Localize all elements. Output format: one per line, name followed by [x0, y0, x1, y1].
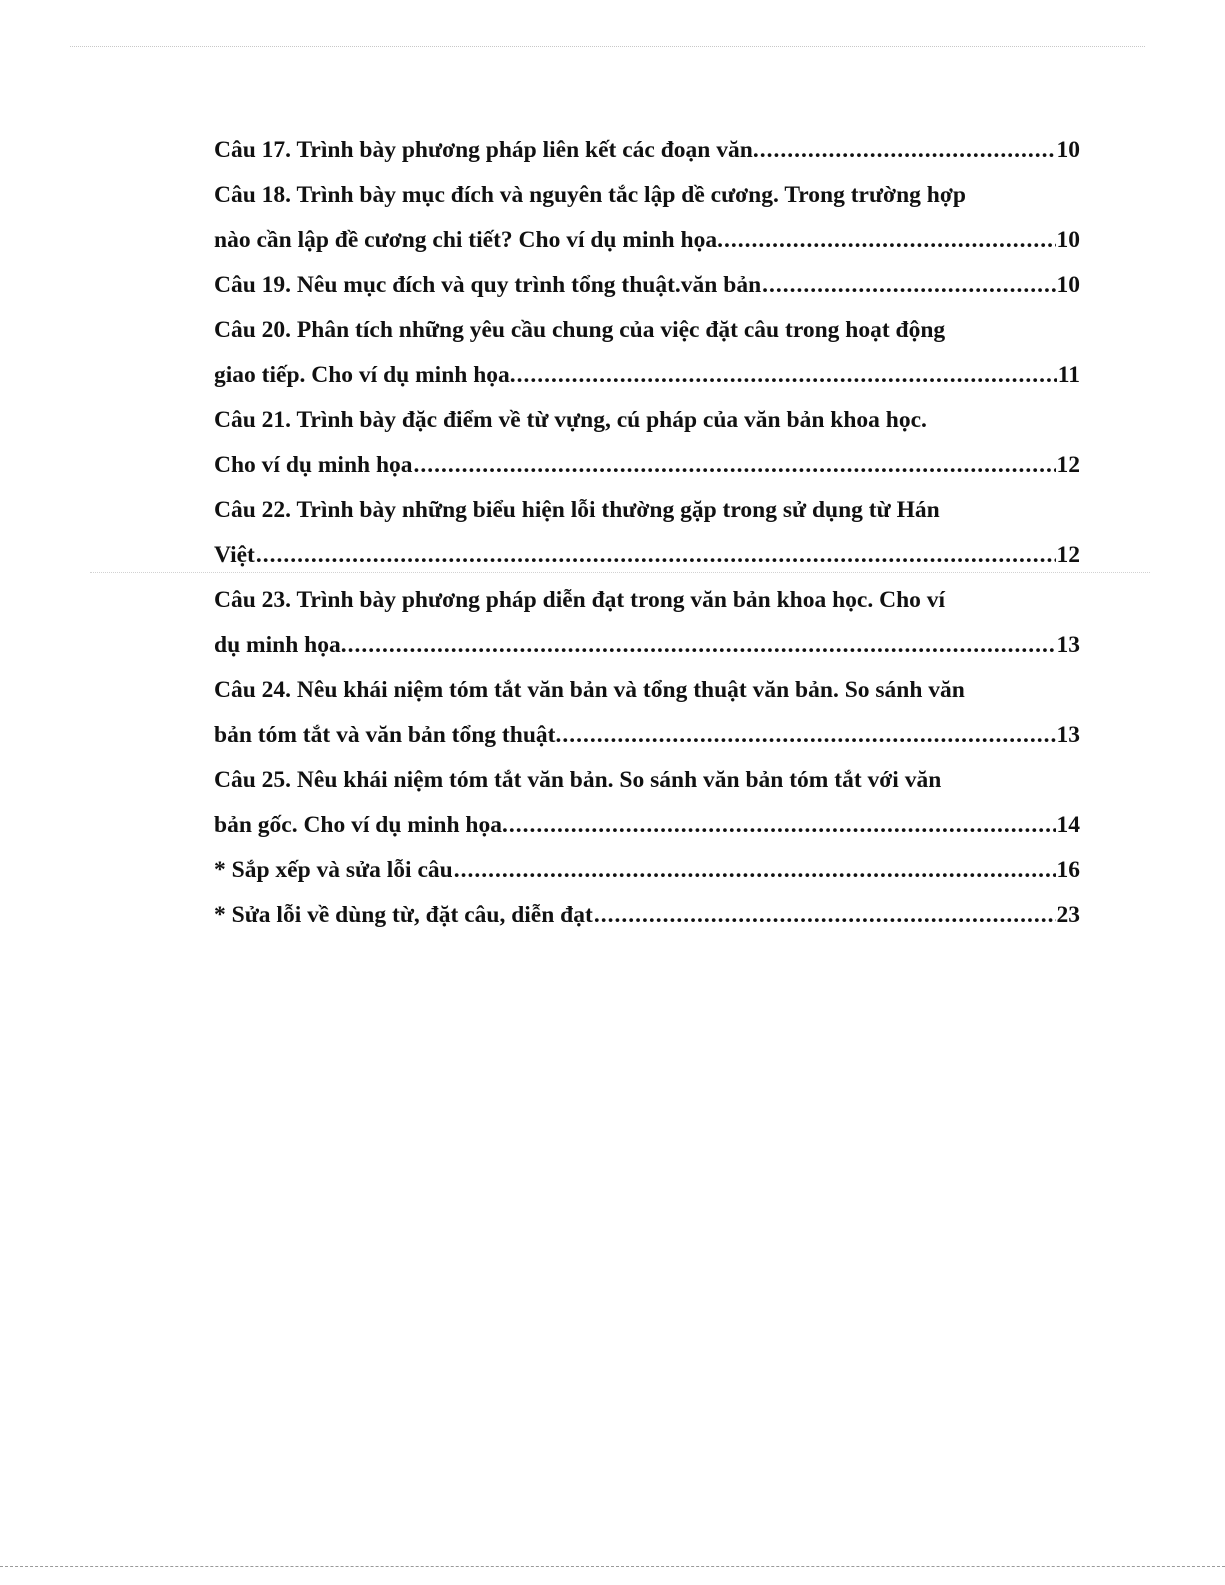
toc-page-number: 11 [1057, 362, 1080, 388]
toc-entry [214, 893, 1080, 938]
toc-page-number: 23 [1056, 902, 1080, 928]
toc-entry-title: Câu 17. Trình bày phương pháp liên kết các đoạn văn. [214, 137, 759, 163]
toc-entry-title: Câu 19. Nêu mục đích và quy trình tổng thuật.văn bản [214, 272, 762, 298]
toc-entry-title: Cho ví dụ minh họa [214, 452, 413, 478]
toc-entry-line [214, 848, 1080, 893]
toc-entry-line [214, 443, 1080, 488]
dot-leader [454, 848, 1056, 893]
dot-leader [256, 533, 1056, 578]
toc-page-number: 12 [1056, 542, 1080, 568]
toc-entry-first-line: Câu 21. Trình bày đặc điểm về từ vựng, cú pháp của văn bản khoa học. [214, 407, 927, 433]
toc-entry [214, 308, 1080, 398]
toc-page-number: 10 [1056, 137, 1080, 163]
toc-entry [214, 578, 1080, 668]
dot-leader [348, 623, 1056, 668]
dot-leader [517, 353, 1057, 398]
toc-page-number: 12 [1056, 452, 1080, 478]
toc-page-number: 16 [1056, 857, 1080, 883]
toc-entry-line [214, 713, 1080, 758]
toc-entry-title: bản gốc. Cho ví dụ minh họa. [214, 812, 508, 838]
scan-artifact-top [70, 46, 1145, 47]
dot-leader [594, 893, 1056, 938]
toc-page-number: 13 [1056, 632, 1080, 658]
dot-leader [562, 713, 1055, 758]
toc-entry-title: dụ minh họa. [214, 632, 347, 658]
toc-page-number: 10 [1056, 227, 1080, 253]
dot-leader [762, 263, 1055, 308]
toc-entry [214, 128, 1080, 173]
toc-entry-line [214, 128, 1080, 173]
toc-page-number: 13 [1056, 722, 1080, 748]
toc-entry-first-line: Câu 22. Trình bày những biểu hiện lỗi thường gặp trong sử dụng từ Hán [214, 497, 940, 523]
toc-entry [214, 398, 1080, 488]
toc-entry-title: giao tiếp. Cho ví dụ minh họa. [214, 362, 516, 388]
toc-entry-line [214, 893, 1080, 938]
toc-entry [214, 488, 1080, 578]
toc-entry-title: * Sắp xếp và sửa lỗi câu [214, 857, 453, 883]
table-of-contents [214, 128, 1080, 938]
dot-leader [724, 218, 1056, 263]
toc-entry [214, 668, 1080, 758]
toc-entry-first-line: Câu 18. Trình bày mục đích và nguyên tắc lập dề cương. Trong trường hợp [214, 182, 966, 208]
dot-leader [509, 803, 1056, 848]
toc-entry-line [214, 803, 1080, 848]
toc-entry-title: nào cần lập đề cương chi tiết? Cho ví dụ minh họa. [214, 227, 723, 253]
toc-entry-line [214, 623, 1080, 668]
toc-entry-line [214, 263, 1080, 308]
dot-leader [760, 128, 1056, 173]
toc-entry [214, 848, 1080, 893]
toc-entry [214, 758, 1080, 848]
toc-entry [214, 173, 1080, 263]
toc-entry-line [214, 533, 1080, 578]
toc-entry-line [214, 218, 1080, 263]
toc-entry-title: Việt [214, 542, 255, 568]
toc-page-number: 14 [1056, 812, 1080, 838]
toc-entry-first-line: Câu 20. Phân tích những yêu cầu chung của việc đặt câu trong hoạt động [214, 317, 946, 343]
dot-leader [414, 443, 1056, 488]
toc-entry-first-line: Câu 25. Nêu khái niệm tóm tắt văn bản. So sánh văn bản tóm tắt với văn [214, 767, 942, 793]
toc-entry-title: * Sửa lỗi về dùng từ, đặt câu, diễn đạt [214, 902, 593, 928]
scan-artifact-bottom [0, 1566, 1225, 1567]
toc-entry-line [214, 353, 1080, 398]
toc-entry-title: bản tóm tắt và văn bản tổng thuật. [214, 722, 562, 748]
toc-entry-first-line: Câu 23. Trình bày phương pháp diễn đạt trong văn bản khoa học. Cho ví [214, 587, 946, 613]
toc-page-number: 10 [1056, 272, 1080, 298]
toc-entry [214, 263, 1080, 308]
toc-entry-first-line: Câu 24. Nêu khái niệm tóm tắt văn bản và tổng thuật văn bản. So sánh văn [214, 677, 965, 703]
